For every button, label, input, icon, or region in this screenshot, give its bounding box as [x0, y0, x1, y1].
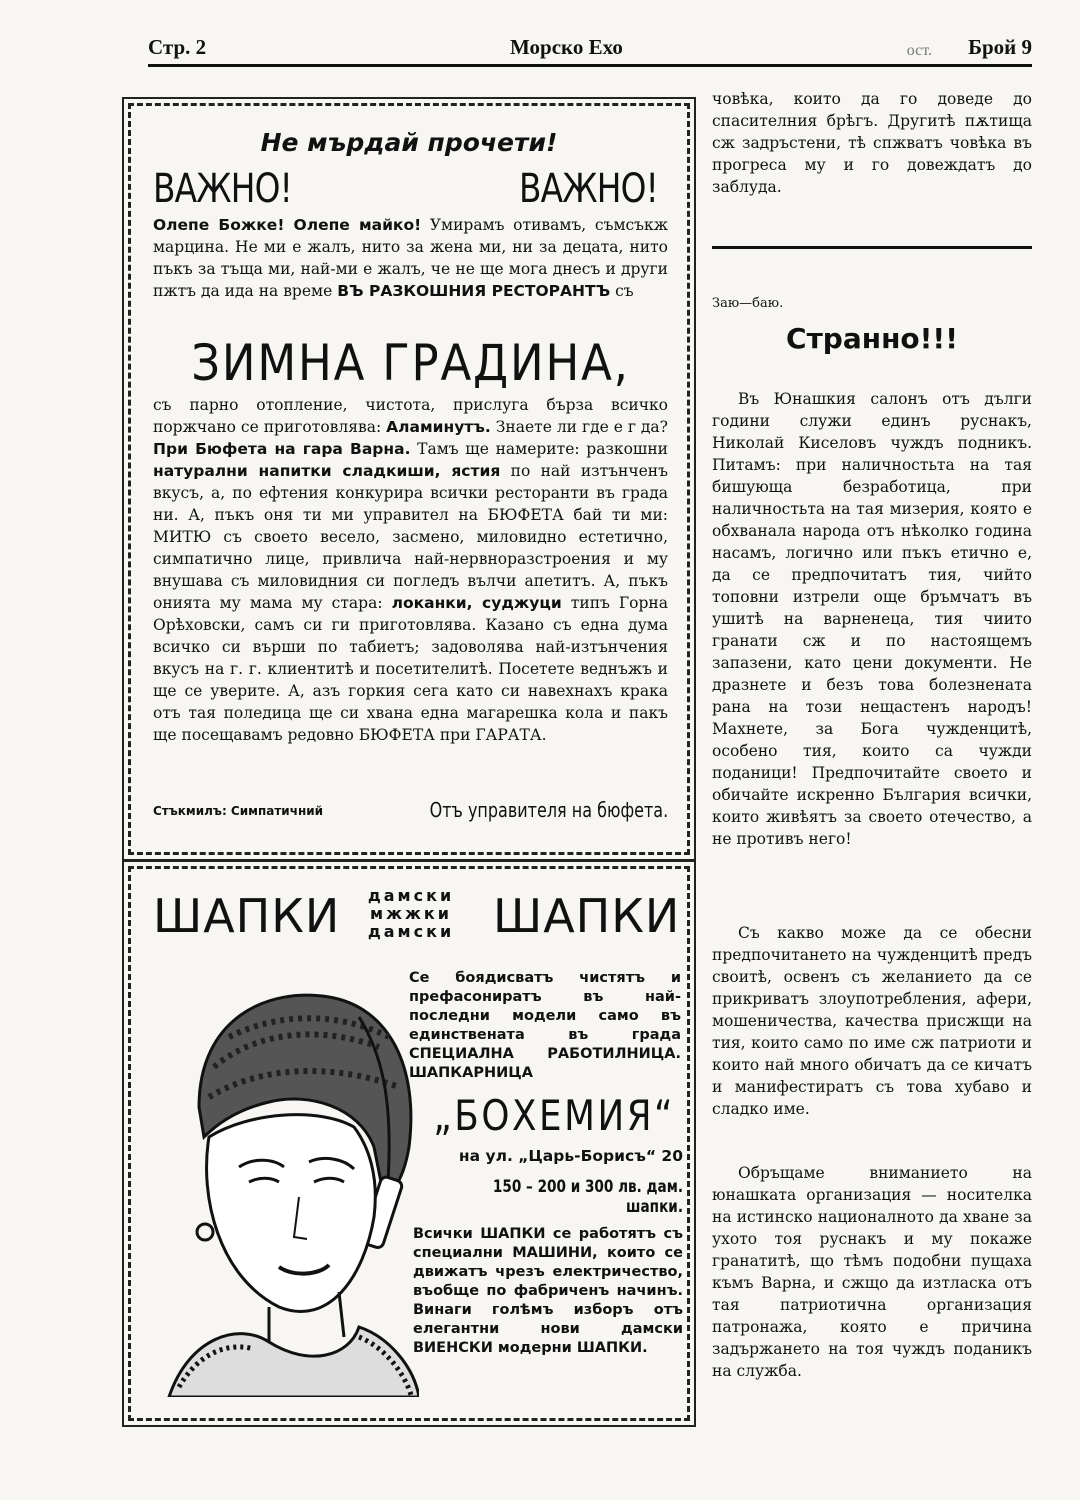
page-header	[148, 34, 1032, 67]
ad-bold-run: локанки, суджуци	[391, 594, 562, 612]
hats-word-left: ШАПКИ	[153, 889, 341, 943]
issue-number: Брой 9	[968, 35, 1032, 59]
hat-prices: 150 – 200 и 300 лв. дам. шапки.	[492, 1177, 683, 1217]
ad-exclamation: Олепе Божке! Олепе майко!	[153, 216, 422, 234]
article-rubric: Заю—баю.	[712, 296, 784, 311]
shop-name: „БОХЕМИЯ“	[433, 1091, 676, 1140]
ad-text-run: типъ Горна Орѣховски, самъ си ги приготовлява. Казано съ една дума всичко си върши по табиетъ; задоволява най-изтънчения вкусъ на г. г. клиентитѣ и посетителитѣ. Посетете веднъжъ и ще се уверите. А, азъ горкия сега като си навехнахъ крака отъ тая поледица ще си хвана една магарешка кола и пакъ ще посещавамъ редовно БЮФЕТА при ГАРАТА.	[153, 594, 669, 744]
hats-service-text: Се боядисватъ чистятъ и префасониратъ въ най-последни модели само въ единствената въ града СПЕЦИАЛНА РАБОТИЛНИЦА. ШАПКАРНИЦА	[409, 970, 681, 1081]
ad-text-run: съ парно отопление, чистота, прислуга бърза всичко поржчано се приготовлява:	[153, 396, 668, 436]
ad-bold-run: натурални напитки сладкиши, ястия	[153, 462, 501, 480]
buffet-advertisement	[128, 103, 690, 855]
ad-text-run: Умирамъ отивамъ, съмсъкж марцина. Не ми е жалъ, нито за жена ми, ни за децата, нито пъкъ за тъща ми, най-ми е жалъ, че не ще мога днесъ и други пжтъ да ида на време	[153, 216, 668, 300]
article-paragraph: Обръщаме вниманието на юнашката организация — носителка на истинско националното да хване за ухото тоя руснакъ и му покаже гранатитѣ, що тѣмъ подобни пущаха къмъ Варна, и сжщо да изтласка отъ тая патриотична организация патронажа, която е причина задържането на тоя чуждъ поданикъ на служба.	[712, 1164, 1032, 1380]
hat-type-line: мжжки	[370, 904, 452, 923]
article-title: Странно!!!	[786, 322, 958, 355]
hats-advertisement	[128, 866, 690, 1421]
important-left: ВАЖНО!	[153, 166, 292, 212]
hats-types	[351, 887, 471, 941]
ad-author: Стъкмилъ: Симпатичний	[153, 804, 324, 818]
ad-signature: Отъ управителя на бюфета.	[429, 798, 668, 822]
ad-text-run: по най изтънченъ вкусъ, а, по ефтения конкурира всички ресторанти въ града ни. А, пъкъ оня ти ми управител на БЮФЕТА бай ти ми: МИТЮ съ своето весело, засмено, миловидно естетично, симпатично лице, привлича най-нервноразстроения и му внушава съ миловидния си погледъ вълчи апетитъ. А, пъкъ онията му мама му стара:	[153, 462, 668, 612]
hats-word-right: ШАПКИ	[493, 889, 681, 943]
ad-text-run: съ	[610, 282, 634, 300]
shop-address: на ул. „Царь-Борисъ“ 20	[458, 1147, 683, 1165]
hat-type-line: дамски	[367, 886, 455, 905]
ad-headline: Не мърдай прочети!	[260, 128, 558, 157]
column-divider	[712, 246, 1032, 249]
winter-garden-title: ЗИМНА ГРАДИНА,	[191, 334, 630, 392]
header-faded-text: ост.	[906, 42, 932, 59]
ad-text-run: Тамъ ще намерите: разкошни	[410, 440, 668, 458]
newspaper-title: Морско Ехо	[510, 35, 623, 59]
page-number: Стр. 2	[148, 35, 207, 59]
important-right: ВАЖНО!	[519, 166, 658, 212]
article-paragraph: Съ какво може да се обесни предпочитането на чужденцитѣ предъ своитѣ, освенъ съ желанието да се прикриватъ злоупотребления, афери, мошеничества, качества присжщи на тия, които само по име сж патриоти и които най много обичатъ да се кичатъ и манифестиратъ съ това хубаво и сладко име.	[712, 924, 1032, 1118]
woman-with-hat-illustration	[159, 977, 419, 1397]
ad-paragraph-intro	[153, 214, 668, 302]
ad-text-run: Знаете ли где е г да?	[490, 418, 668, 436]
hat-type-line: дамски	[367, 922, 455, 941]
article-paragraph: Въ Юнашкия салонъ отъ дълги години служи единъ руснакъ, Николай Киселовъ чуждъ подникъ. Питамъ: при наличностьта на тая бишующа безработица, при наличностьта на тая мизерия, която е обхванала народа отъ нѣколко година насамъ, логично или пъкъ етично е, да се предпочитатъ тия, чийто топовни изтрели още бръмчатъ въ ушитѣ на варненеца, тия чиито гранати сж и по настоящемъ запазени, като цени документи. Не дразнете и безъ това болезнената рана на този нещастенъ народъ! Махнете, за Бога чужденцитѣ, особено тия, които са чужди поданици! Предпочитайте своето и обичайте искренно България всички, които живѣятъ за своето отечество, а не противъ него!	[712, 390, 1032, 848]
hats-machines-text: Всички ШАПКИ се работятъ съ специални МАШИНИ, които се движатъ чрезъ електричество, въобще по фабриченъ начинъ. Винаги голѣмъ изборъ отъ елегантни нови дамски ВИЕНСКИ модерни ШАПКИ.	[413, 1226, 683, 1356]
ad-restaurant-phrase: ВЪ РАЗКОШНИЯ РЕСТОРАНТЪ	[337, 282, 611, 300]
ad-bold-run: При Бюфета на гара Варна.	[153, 440, 411, 458]
ad-bold-run: Аламинутъ.	[386, 418, 491, 436]
ad-paragraph-body	[153, 394, 668, 746]
continued-article-text: човѣка, които да го доведе до спасителния брѣгъ. Другитѣ пѫтища сж задръстени, тѣ спжватъ човѣка въ прогреса му и го довеждатъ до заблуда.	[712, 90, 1032, 196]
